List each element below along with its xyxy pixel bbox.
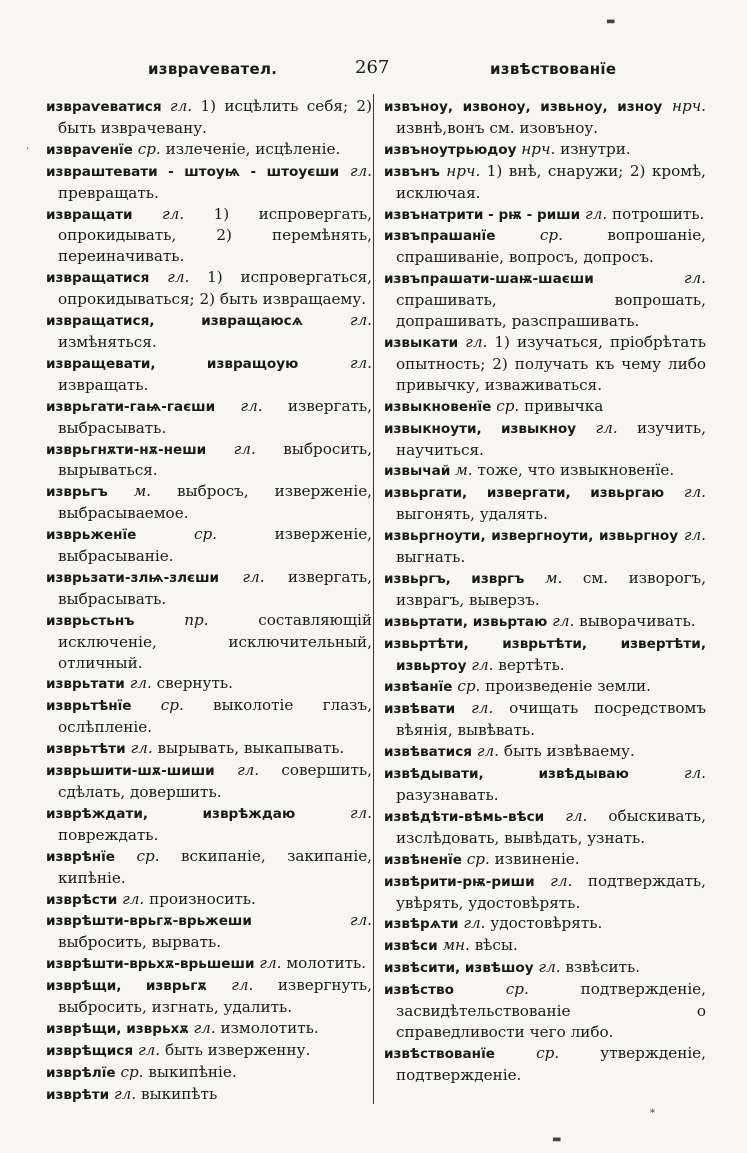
entry-definition: выгонять, удалять. xyxy=(396,505,548,524)
entry-grammar-label: гл. xyxy=(193,1018,216,1037)
entry-grammar-label: нрч. xyxy=(446,161,481,180)
entry-grammar-label: гл. xyxy=(465,332,488,351)
dictionary-entry xyxy=(384,935,706,957)
entry-definition: потрошить. xyxy=(612,204,705,223)
entry-headword: извѣствованїе xyxy=(384,1045,495,1062)
dictionary-entry xyxy=(46,439,372,482)
dictionary-entry xyxy=(384,849,706,871)
header-left-guide-word: извраѵевател. xyxy=(148,60,278,78)
dictionary-entry xyxy=(384,698,706,741)
print-speck: · xyxy=(26,144,30,155)
entry-grammar-label: гл. xyxy=(349,911,372,930)
entry-grammar-label: гл. xyxy=(169,97,193,115)
entry-headword: изврѣщи, изврьгѫ xyxy=(46,978,207,995)
entry-grammar-label: гл. xyxy=(349,803,372,822)
entry-grammar-label: гл. xyxy=(129,674,152,693)
dictionary-entry xyxy=(384,568,706,611)
entry-definition: 1) исцѣлить себя; 2) быть извpачевану. xyxy=(58,97,372,137)
dictionary-entry xyxy=(46,1084,372,1106)
entry-headword: изврѣждати, изврѣждаю xyxy=(46,805,296,822)
entry-definition: составляющій исключеніе, исключительный, отличный. xyxy=(58,610,372,672)
entry-definition: спрашивать, вопрошать, допрашивать, разспрашивать. xyxy=(396,291,706,331)
entry-headword: извьртѣти, изврьтѣти, извертѣти, извьртоу xyxy=(384,635,706,674)
entry-definition: выгнать. xyxy=(396,548,466,567)
dictionary-entry xyxy=(384,633,706,677)
entry-grammar-label: гл. xyxy=(683,269,706,288)
entry-definition: свернуть. xyxy=(156,674,233,693)
dictionary-entry xyxy=(384,332,706,396)
print-speck: ▬ xyxy=(552,1134,562,1145)
entry-grammar-label: гл. xyxy=(552,611,575,630)
entry-grammar-label: гл. xyxy=(476,742,500,761)
page-number: 267 xyxy=(355,57,390,78)
entry-grammar-label: ср. xyxy=(505,980,529,999)
print-speck: ▬ xyxy=(606,16,616,27)
entry-headword: извращати xyxy=(46,206,133,223)
entry-grammar-label: гл. xyxy=(349,161,372,180)
entry-grammar-label: гл. xyxy=(231,976,254,995)
entry-definition: вырывать, выкапывать. xyxy=(157,739,345,758)
entry-grammar-label: гл. xyxy=(349,353,372,372)
dictionary-entry xyxy=(46,353,372,396)
dictionary-entry xyxy=(46,803,372,846)
entry-headword: извращатися, извращаюсѧ xyxy=(46,313,303,330)
entry-headword: извъноутрьюдоу xyxy=(384,141,517,158)
entry-grammar-label: пр. xyxy=(184,610,209,629)
dictionary-entry xyxy=(46,953,372,975)
dictionary-entry xyxy=(46,910,372,953)
entry-grammar-label: гл. xyxy=(161,204,185,223)
entry-grammar-label: гл. xyxy=(122,889,145,908)
entry-grammar-label: ср. xyxy=(539,226,563,245)
dictionary-entry xyxy=(46,673,372,695)
entry-grammar-label: ср. xyxy=(466,849,490,868)
entry-definition: изверженіе, выбрасываніе. xyxy=(58,525,373,566)
entry-definition: привычка xyxy=(524,396,604,415)
entry-definition: измѣняться. xyxy=(58,332,157,351)
entry-definition: 1) внѣ, снаружи; 2) кромѣ, исключая. xyxy=(396,161,707,202)
entry-definition: вертѣть. xyxy=(498,655,565,674)
entry-headword: изврѣнїе xyxy=(46,848,116,865)
entry-headword: извращатися xyxy=(46,270,150,287)
dictionary-entry xyxy=(384,1043,706,1086)
entry-headword: извъпрашанїе xyxy=(384,228,496,245)
entry-definition: выбросить, вырвать. xyxy=(58,933,222,952)
entry-definition: тоже, что извыкновенїе. xyxy=(477,461,675,480)
entry-grammar-label: ср. xyxy=(137,139,161,158)
entry-definition: изучить, научиться. xyxy=(396,418,707,459)
entry-grammar-label: мн. xyxy=(442,936,470,955)
entry-grammar-label: ср. xyxy=(160,696,184,715)
entry-headword: извѣсити, извѣшоу xyxy=(384,960,534,977)
dictionary-entry xyxy=(384,913,706,935)
entry-grammar-label: ср. xyxy=(496,396,520,415)
entry-grammar-label: гл. xyxy=(565,806,588,825)
dictionary-entry xyxy=(384,225,706,268)
entry-headword: извѣдѣти-вѣмь-вѣси xyxy=(384,808,545,825)
dictionary-entry xyxy=(46,846,372,889)
dictionary-entry xyxy=(384,482,706,525)
entry-grammar-label: гл. xyxy=(683,764,706,783)
entry-definition: вопрошаніе, спрашиваніе, вопросъ, допросъ. xyxy=(396,226,707,267)
dictionary-entry xyxy=(384,460,706,482)
entry-headword: извъпрашати-шаѭ-шаєши xyxy=(384,271,594,288)
entry-headword: извѣрити-рѭ-риши xyxy=(384,873,535,890)
entry-grammar-label: гл. xyxy=(471,699,494,718)
entry-headword: извыкноути, извыкноу xyxy=(384,420,577,437)
entry-headword: извраѵеватися xyxy=(46,99,162,115)
entry-headword: изврѣсти xyxy=(46,891,118,908)
dictionary-entry xyxy=(384,525,706,568)
entry-headword: изврѣлїе xyxy=(46,1064,116,1081)
entry-definition: утвержденіе, подтвержденіе. xyxy=(396,1043,706,1084)
entry-headword: изврѣщися xyxy=(46,1042,134,1059)
dictionary-entry xyxy=(46,310,372,353)
right-column xyxy=(384,96,706,1086)
entry-headword: извраштевати - штоуѩ - штоуєши xyxy=(46,163,340,180)
entry-grammar-label: м. xyxy=(544,568,563,587)
entry-grammar-label: гл. xyxy=(538,958,561,977)
dictionary-entry xyxy=(384,763,706,806)
dictionary-entry xyxy=(46,567,372,610)
entry-headword: изврьстьнъ xyxy=(46,612,135,629)
entry-definition: выворачивать. xyxy=(579,611,696,630)
dictionary-entry xyxy=(46,1062,372,1084)
dictionary-entry xyxy=(46,161,372,204)
entry-definition: выбросъ, изверженіе, выбрасываемое. xyxy=(58,482,373,523)
entry-headword: извычай xyxy=(384,463,451,480)
entry-definition: см. изворогъ, изврагъ, выверзъ. xyxy=(396,568,707,609)
entry-definition: быть изверженну. xyxy=(164,1040,311,1059)
dictionary-entry xyxy=(384,96,706,139)
dictionary-entry xyxy=(384,957,706,979)
entry-grammar-label: ср. xyxy=(457,677,481,696)
dictionary-entry xyxy=(384,806,706,849)
entry-definition: извергать, выбрасывать. xyxy=(58,396,373,437)
entry-definition: произносить. xyxy=(149,889,256,908)
entry-definition: извнѣ,вонъ см. изовъноу. xyxy=(396,118,599,137)
dictionary-entry xyxy=(384,741,706,763)
entry-definition: вскипаніе, закипаніе, кипѣніе. xyxy=(58,846,373,887)
entry-headword: изврьженїе xyxy=(46,527,137,544)
entry-headword: извьртати, извьртаю xyxy=(384,613,548,630)
entry-definition: совершить, сдѣлать, довершить. xyxy=(58,761,373,801)
left-column xyxy=(46,96,372,1106)
entry-definition: выкипѣть xyxy=(141,1084,218,1103)
entry-headword: изврѣшти-врьхѫ-врьшеши xyxy=(46,956,255,973)
dictionary-entry xyxy=(46,139,372,161)
entry-grammar-label: гл. xyxy=(114,1084,137,1103)
entry-grammar-label: гл. xyxy=(683,526,706,545)
entry-definition: изнутри. xyxy=(560,139,631,158)
header-right-guide-word: извѣствованїе xyxy=(490,60,617,78)
entry-headword: извъноу, извоноу, извьноу, изноу xyxy=(384,99,663,115)
entry-headword: извраѵенїе xyxy=(46,141,133,158)
entry-definition: молотить. xyxy=(286,954,367,973)
dictionary-entry xyxy=(46,760,372,803)
dictionary-entry xyxy=(46,1018,372,1040)
entry-definition: извергнуть, выбросить, изгнать, удалить. xyxy=(58,976,372,1017)
entry-grammar-label: гл. xyxy=(240,396,263,415)
dictionary-entry xyxy=(46,889,372,911)
entry-grammar-label: гл. xyxy=(242,567,265,586)
entry-headword: извьргати, извергати, извьргаю xyxy=(384,485,665,502)
dictionary-entry xyxy=(384,611,706,633)
dictionary-entry xyxy=(46,1040,372,1062)
entry-definition: взвѣсить. xyxy=(565,958,641,977)
dictionary-entry xyxy=(384,268,706,332)
entry-definition: 1) изучаться, пріобрѣтать опытность; 2) получать къ чему либо привычку, изваживаться. xyxy=(396,332,707,394)
entry-headword: изврьгати-гаѩ-гаєши xyxy=(46,398,216,415)
entry-headword: извѣвати xyxy=(384,701,456,718)
entry-headword: извыкновенїе xyxy=(384,398,492,415)
dictionary-entry xyxy=(384,418,706,461)
entry-definition: очищать посредствомъ вѣянія, вывѣвать. xyxy=(396,699,706,740)
column-divider xyxy=(373,94,374,1104)
entry-headword: извѣненїе xyxy=(384,851,462,868)
entry-definition: подтвержденіе, засвидѣтельствованіе о справедливости чего либо. xyxy=(396,980,706,1041)
entry-headword: изврьшити-шѫ-шиши xyxy=(46,763,215,780)
entry-definition: выбросить, вырываться. xyxy=(58,439,372,480)
entry-grammar-label: нрч. xyxy=(521,139,556,158)
entry-definition: повреждать. xyxy=(58,825,159,844)
entry-headword: извѣанїе xyxy=(384,679,453,696)
entry-headword: извънъ xyxy=(384,163,440,180)
entry-headword: извѣватися xyxy=(384,744,472,761)
entry-grammar-label: гл. xyxy=(585,204,608,223)
entry-definition: извращать. xyxy=(58,375,149,394)
entry-grammar-label: гл. xyxy=(167,268,190,287)
dictionary-entry xyxy=(46,96,372,139)
entry-grammar-label: гл. xyxy=(463,914,486,933)
entry-definition: быть извѣваему. xyxy=(503,742,635,761)
entry-definition: произведеніе земли. xyxy=(485,677,651,696)
entry-grammar-label: гл. xyxy=(130,739,153,758)
entry-grammar-label: ср. xyxy=(136,846,160,865)
entry-definition: выкипѣніе. xyxy=(148,1062,237,1081)
dictionary-entry xyxy=(384,204,706,226)
entry-definition: извергать, выбрасывать. xyxy=(58,567,372,608)
dictionary-entry xyxy=(384,396,706,418)
entry-headword: изврѣшти-врьгѫ-врьжеши xyxy=(46,913,252,930)
entry-definition: вѣсы. xyxy=(474,936,518,955)
entry-grammar-label: гл. xyxy=(236,761,260,780)
entry-headword: извыкати xyxy=(384,334,459,351)
entry-grammar-label: ср. xyxy=(193,525,218,544)
dictionary-entry xyxy=(46,610,372,674)
dictionary-entry xyxy=(384,139,706,161)
entry-headword: изврьтати xyxy=(46,676,125,693)
dictionary-entry xyxy=(46,695,372,738)
dictionary-entry xyxy=(384,676,706,698)
entry-definition: обыскивать, изслѣдовать, вывѣдать, узнать. xyxy=(396,806,706,847)
dictionary-entry xyxy=(46,267,372,310)
entry-headword: изврьтѣти xyxy=(46,741,126,758)
entry-definition: измолотить. xyxy=(220,1018,319,1037)
entry-grammar-label: гл. xyxy=(595,418,618,437)
entry-grammar-label: ср. xyxy=(536,1043,560,1062)
entry-grammar-label: гл. xyxy=(550,871,573,890)
entry-headword: изврьгъ xyxy=(46,484,108,501)
entry-grammar-label: гл. xyxy=(137,1040,161,1059)
dictionary-entry xyxy=(384,979,706,1043)
entry-headword: извѣрѧти xyxy=(384,916,459,933)
entry-definition: выколотіе глазъ, ослѣпленіе. xyxy=(58,696,373,737)
entry-definition: 1) испровергаться, опрокидываться; 2) быть извращаему. xyxy=(58,268,373,309)
entry-grammar-label: м. xyxy=(133,482,152,501)
entry-grammar-label: гл. xyxy=(349,311,373,330)
entry-definition: разузнавать. xyxy=(396,786,499,804)
entry-grammar-label: нрч. xyxy=(671,97,706,115)
entry-headword: извьргноути, извергноути, извьргноу xyxy=(384,528,679,545)
entry-headword: изврѣщи, изврьхѫ xyxy=(46,1020,189,1037)
entry-headword: изврѣти xyxy=(46,1086,110,1103)
dictionary-entry xyxy=(46,738,372,760)
dictionary-entry xyxy=(46,481,372,524)
entry-headword: изврьтѣнїе xyxy=(46,698,132,715)
entry-grammar-label: гл. xyxy=(683,483,706,502)
entry-headword: изврьзати-злѩ-злєши xyxy=(46,569,220,586)
entry-grammar-label: гл. xyxy=(259,954,282,973)
entry-definition: излеченіе, исцѣленіе. xyxy=(165,139,341,158)
entry-headword: извънатрити - рѭ - риши xyxy=(384,206,581,223)
dictionary-entry xyxy=(384,161,706,204)
entry-grammar-label: ср. xyxy=(120,1062,144,1081)
entry-headword: извѣство xyxy=(384,982,454,999)
entry-definition: превращать. xyxy=(58,183,159,202)
entry-headword: изврьгнѫти-нѫ-неши xyxy=(46,441,207,458)
entry-definition: 1) испровергать, опрокидывать, 2) перемѣнять, переиначивать. xyxy=(58,204,373,266)
dictionary-entry xyxy=(46,396,372,439)
entry-definition: извиненіе. xyxy=(494,849,580,868)
entry-headword: извращевати, извращоую xyxy=(46,355,299,372)
page-header xyxy=(120,57,640,86)
dictionary-entry xyxy=(46,975,372,1018)
entry-grammar-label: гл. xyxy=(233,439,256,458)
entry-headword: извьргъ, извргъ xyxy=(384,570,525,587)
entry-definition: подтверждать, увѣрять, удостовѣрять. xyxy=(396,871,706,912)
print-speck: * xyxy=(650,1108,655,1119)
dictionary-entry xyxy=(384,871,706,914)
dictionary-entry xyxy=(46,204,372,268)
entry-grammar-label: гл. xyxy=(471,655,494,674)
entry-headword: извѣдывати, извѣдываю xyxy=(384,766,629,783)
entry-grammar-label: м. xyxy=(455,461,473,480)
entry-headword: извѣси xyxy=(384,938,438,955)
entry-definition: удостовѣрять. xyxy=(490,914,603,933)
dictionary-entry xyxy=(46,524,372,567)
